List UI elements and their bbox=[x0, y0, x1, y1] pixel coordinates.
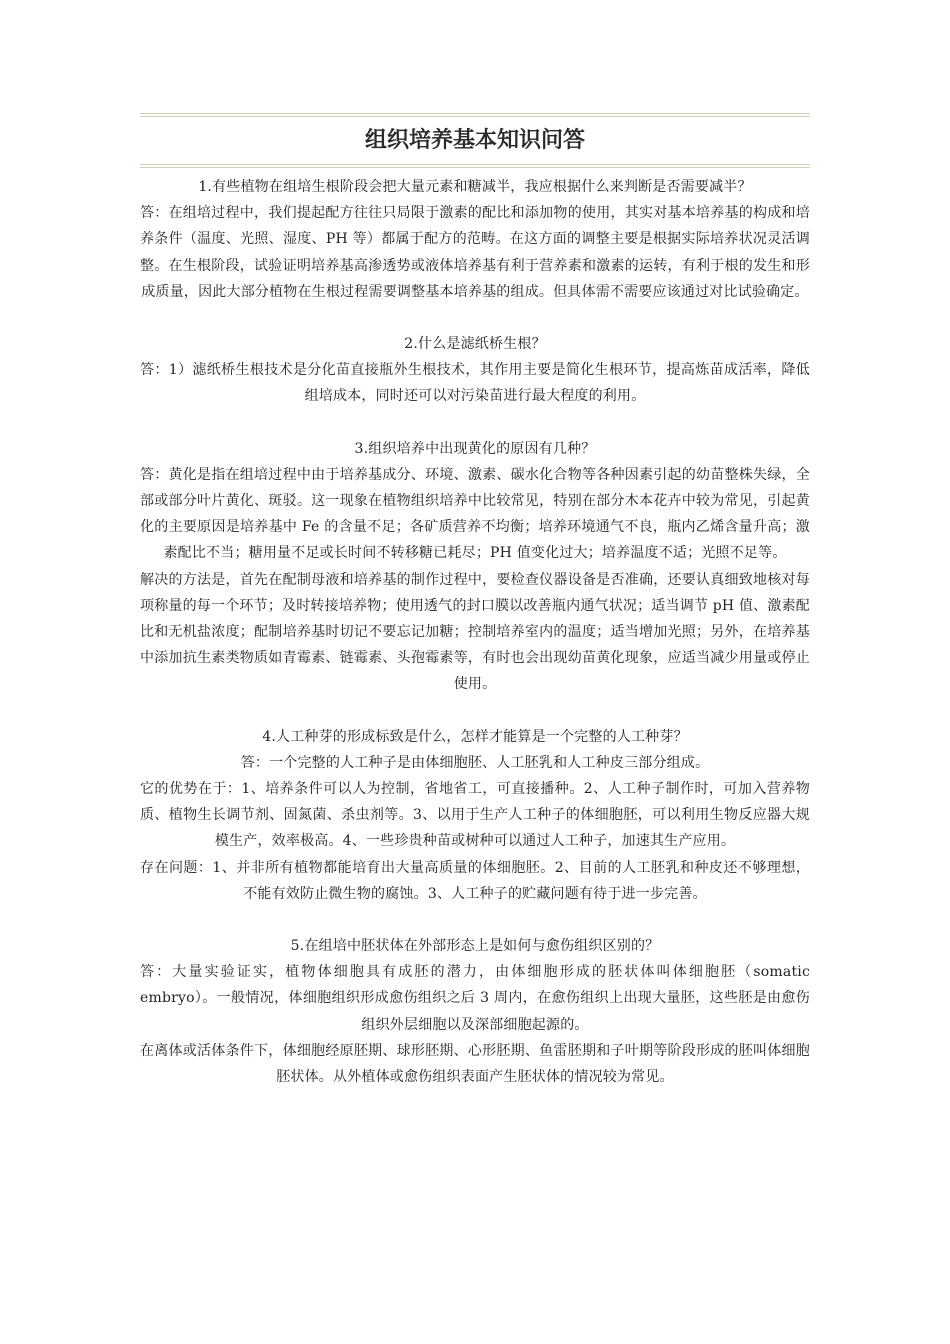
answer-4-paragraph-3: 存在问题：1、并非所有植物都能培育出大量高质量的体细胞胚。2、目前的人工胚乳和种皮还不够理想，不能有效防止微生物的腐蚀。3、人工种子的贮藏问题有待于进一步完善。 bbox=[140, 859, 810, 902]
answer-4-paragraph-1: 答：一个完整的人工种子是由体细胞胚、人工胚乳和人工种皮三部分组成。 bbox=[240, 754, 710, 771]
qa-section-5 bbox=[140, 933, 810, 1090]
answer-5-paragraph-1: 答：大量实验证实，植物体细胞具有成胚的潜力，由体细胞形成的胚状体叫体细胞胚（somatic embryo）。一般情况，体细胞组织形成愈伤组织之后 3 周内，在愈伤组织上出现大量胚，这些胚是由愈伤组织外层细胞以及深部细胞起源的。 bbox=[140, 964, 810, 1033]
answer-5-paragraph-2: 在离体或活体条件下，体细胞经原胚期、球形胚期、心形胚期、鱼雷胚期和子叶期等阶段形成的胚叫体细胞胚状体。从外植体或愈伤组织表面产生胚状体的情况较为常见。 bbox=[140, 1042, 810, 1086]
qa-section-1 bbox=[140, 174, 810, 305]
qa-section-3 bbox=[140, 436, 810, 698]
answer-1-paragraph-1: 答：在组培过程中，我们提起配方往往只局限于激素的配比和添加物的使用，其实对基本培养基的构成和培养条件（温度、光照、湿度、PH 等）都属于配方的范畴。在这方面的调整主要是根据实际培养状况灵活调整。在生根阶段，试验证明培养基高渗透势或液体培养基有利于营养素和激素的运转，有利于根的发生和形成质量，因此大部分植物在生根过程需要调整基本培养基的组成。但具体需不需要应该通过对比试验确定。 bbox=[140, 205, 810, 300]
question-3: 3.组织培养中出现黄化的原因有几种？ bbox=[354, 440, 596, 457]
qa-section-4 bbox=[140, 724, 810, 907]
question-4: 4.人工种芽的形成标致是什么，怎样才能算是一个完整的人工种芽？ bbox=[262, 728, 688, 745]
top-divider bbox=[140, 113, 810, 117]
document-title: 组织培养基本知识问答 bbox=[364, 127, 585, 153]
question-2: 2.什么是滤纸桥生根？ bbox=[404, 336, 546, 353]
title-divider bbox=[140, 164, 810, 168]
question-1: 1.有些植物在组培生根阶段会把大量元素和糖减半，我应根据什么来判断是否需要减半？ bbox=[198, 179, 752, 195]
question-5: 5.在组培中胚状体在外部形态上是如何与愈伤组织区别的？ bbox=[290, 938, 660, 955]
document-page bbox=[140, 113, 810, 1090]
document-body bbox=[140, 174, 810, 1090]
answer-4-paragraph-2: 它的优势在于：1、培养条件可以人为控制，省地省工，可直接播种。2、人工种子制作时，可加入营养物质、植物生长调节剂、固氮菌、杀虫剂等。3、以用于生产人工种子的体细胞胚，可以利用生物反应器大规模生产，效率极高。4、一些珍贵种苗或树种可以通过人工种子，加速其生产应用。 bbox=[140, 781, 810, 850]
answer-3-paragraph-2: 解决的方法是，首先在配制母液和培养基的制作过程中，要检查仪器设备是否准确，还要认真细致地核对每项称量的每一个环节；及时转接培养物；使用透气的封口膜以改善瓶内通气状况；适当调节 pH 值、激素配比和无机盐浓度；配制培养基时切记不要忘记加糖；控制培养室内的温度；适当增加光照；另外，在培养基中添加抗生素类物质如青霉素、链霉素、头孢霉素等，有时也会出现幼苗黄化现象，应适当减少用量或停止使用。 bbox=[140, 571, 810, 693]
qa-section-2 bbox=[140, 331, 810, 410]
answer-2-paragraph-1: 答：1）滤纸桥生根技术是分化苗直接瓶外生根技术，其作用主要是简化生根环节，提高炼苗成活率，降低组培成本，同时还可以对污染苗进行最大程度的利用。 bbox=[140, 362, 810, 405]
answer-3-paragraph-1: 答：黄化是指在组培过程中由于培养基成分、环境、激素、碳水化合物等各种因素引起的幼苗整株失绿，全部或部分叶片黄化、斑驳。这一现象在植物组织培养中比较常见，特别在部分木本花卉中较为常见，引起黄化的主要原因是培养基中 Fe 的含量不足；各矿质营养不均衡；培养环境通气不良，瓶内乙烯含量升高；激素配比不当；糖用量不足或长时间不转移糖已耗尽；PH 值变化过大；培养温度不适；光照不足等。 bbox=[140, 466, 810, 562]
